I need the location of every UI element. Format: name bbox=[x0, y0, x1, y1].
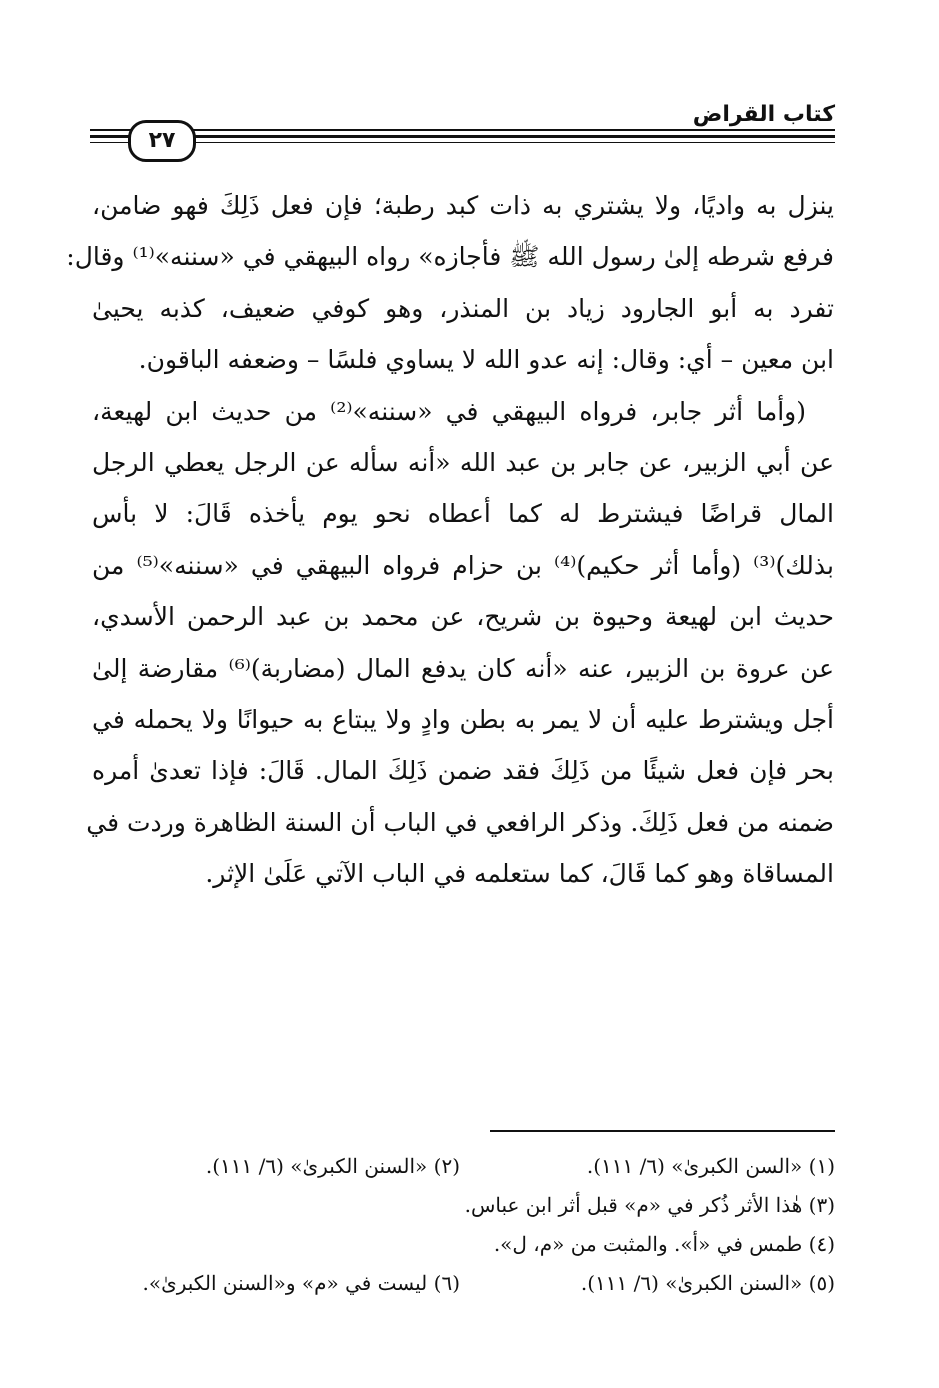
text-line: (وأما أثر جابر، فرواه البيهقي في «سننه»⁽²⁾ من حديث ابن لهيعة، bbox=[92, 396, 806, 426]
text-line: بحر فإن فعل شيئًا من ذَلِكَ فقد ضمن ذَلِكَ المال. قَالَ: فإذا تعدىٰ أمره bbox=[92, 756, 834, 786]
header-rule bbox=[90, 129, 835, 131]
text-line: فرفع شرطه إلىٰ رسول الله ﷺ فأجازه» رواه البيهقي في «سننه»⁽¹⁾ وقال: bbox=[66, 242, 834, 272]
main-text bbox=[66, 180, 835, 899]
text-line: عن أبي الزبير، عن جابر بن عبد الله «أنه سأله عن الرجل يعطي الرجل bbox=[92, 447, 834, 477]
text-line: ابن معين – أي: وقال: إنه عدو الله لا يساوي فلسًا – وضعفه الباقون. bbox=[138, 345, 834, 375]
footnote-row bbox=[120, 1264, 835, 1303]
book-section-title: كتاب القراض bbox=[692, 102, 835, 127]
text-line: ضمنه من فعل ذَلِكَ. وذكر الرافعي في الباب أن السنة الظاهرة وردت في bbox=[86, 807, 834, 837]
text-line: ينزل به واديًا، ولا يشتري به ذات كبد رطبة؛ فإن فعل ذَلِكَ فهو ضامن، bbox=[92, 191, 834, 220]
text-line: المال قراضًا فيشترط له كما أعطاه نحو يوم يأخذه قَالَ: لا بأس bbox=[92, 499, 834, 529]
page-header bbox=[90, 100, 835, 160]
footnote-row bbox=[120, 1147, 835, 1186]
footnote-separator bbox=[490, 1130, 835, 1132]
footnote-6: (٦) ليست في «م» و«السنن الكبرىٰ». bbox=[142, 1271, 460, 1295]
text-line: أجل ويشترط عليه أن لا يمر به بطن وادٍ ولا يبتاع به حيوانًا ولا يحمله في bbox=[92, 704, 834, 734]
footnote-3: (٣) هٰذا الأثر ذُكر في «م» قبل أثر ابن عباس. bbox=[464, 1193, 835, 1217]
footnote-1: (١) «السن الكبرىٰ» (٦/ ١١١). bbox=[586, 1154, 835, 1178]
text-line: حديث ابن لهيعة وحيوة بن شريح، عن محمد بن عبد الرحمن الأسدي، bbox=[92, 602, 834, 632]
footnote-4: (٤) طمس في «أ». والمثبت من «م، ل». bbox=[493, 1232, 835, 1256]
footnote-row bbox=[120, 1225, 835, 1264]
footnote-2: (٢) «السنن الكبرىٰ» (٦/ ١١١). bbox=[205, 1154, 460, 1178]
text-line: عن عروة بن الزبير، عنه «أنه كان يدفع المال (مضاربة)⁽⁶⁾ مقارضة إلىٰ bbox=[92, 653, 835, 683]
text-line: بذلك)⁽³⁾ (وأما أثر حكيم)⁽⁴⁾ بن حزام فرواه البيهقي في «سننه»⁽⁵⁾ من bbox=[92, 550, 834, 580]
page-number: ٢٧ bbox=[128, 120, 196, 162]
header-rule bbox=[90, 135, 835, 138]
footnote-row bbox=[120, 1186, 835, 1225]
text-line: تفرد به أبو الجارود زياد بن المنذر، وهو كوفي ضعيف، كذبه يحيىٰ bbox=[92, 293, 834, 323]
text-line: المساقاة وهو كما قَالَ، كما ستعلمه في الباب الآتي عَلَىٰ الإثر. bbox=[205, 859, 834, 889]
footnote-5: (٥) «السنن الكبرىٰ» (٦/ ١١١). bbox=[580, 1271, 835, 1295]
footnotes bbox=[120, 1147, 835, 1303]
header-rule bbox=[90, 142, 835, 143]
